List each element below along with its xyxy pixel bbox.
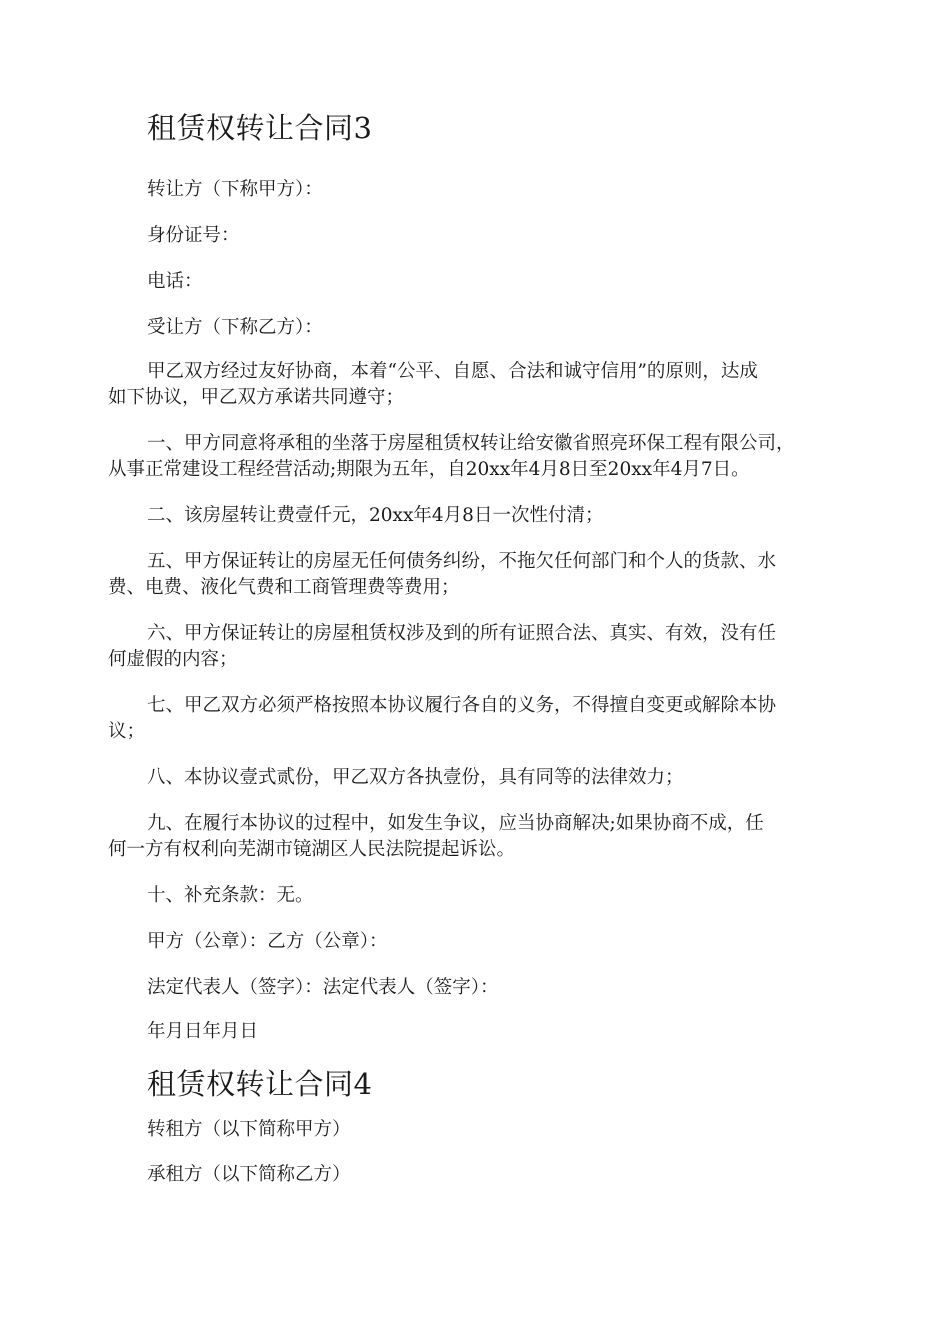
clause-9-line1: 九、在履行本协议的过程中，如发生争议，应当协商解决;如果协商不成，任 — [147, 813, 764, 834]
clause-1-line1: 一、甲方同意将承租的坐落于房屋租赁权转让给安徽省照亮环保工程有限公司， — [147, 433, 795, 454]
id-number-label: 身份证号： — [147, 225, 240, 246]
clause-1-line2: 从事正常建设工程经营活动;期限为五年，自20xx年4月8日至20xx年4月7日。 — [108, 459, 750, 480]
clause-9-line2: 何一方有权利向芜湖市镜湖区人民法院提起诉讼。 — [108, 839, 516, 860]
clause-6-line2: 何虚假的内容； — [108, 649, 238, 670]
transferor-label: 转让方（下称甲方）： — [147, 179, 323, 200]
phone-label: 电话： — [147, 271, 203, 292]
seal-line: 甲方（公章）：乙方（公章）： — [147, 931, 388, 952]
contract-4-title: 租赁权转让合同4 — [147, 1067, 373, 1101]
sublessor-label: 转租方（以下简称甲方） — [147, 1119, 351, 1140]
clause-8: 八、本协议壹式贰份，甲乙双方各执壹份，具有同等的法律效力； — [147, 767, 684, 788]
clause-5-line2: 费、电费、液化气费和工商管理费等费用； — [108, 577, 460, 598]
intro-paragraph-line2: 如下协议，甲乙双方承诺共同遵守； — [108, 387, 405, 408]
clause-2: 二、该房屋转让费壹仟元，20xx年4月8日一次性付清； — [147, 505, 604, 526]
transferee-label: 受让方（下称乙方）： — [147, 317, 323, 338]
clause-10: 十、补充条款：无。 — [147, 885, 314, 906]
lessee-label: 承租方（以下简称乙方） — [147, 1164, 351, 1185]
date-line: 年月日年月日 — [147, 1021, 259, 1042]
clause-7-line2: 议； — [108, 721, 146, 742]
clause-7-line1: 七、甲乙双方必须严格按照本协议履行各自的义务，不得擅自变更或解除本协 — [147, 695, 777, 716]
clause-6-line1: 六、甲方保证转让的房屋租赁权涉及到的所有证照合法、真实、有效，没有任 — [147, 623, 777, 644]
contract-3-title: 租赁权转让合同3 — [147, 111, 373, 145]
representative-signature-line: 法定代表人（签字）：法定代表人（签字）： — [147, 977, 499, 998]
clause-5-line1: 五、甲方保证转让的房屋无任何债务纠纷，不拖欠任何部门和个人的货款、水 — [147, 551, 777, 572]
intro-paragraph-line1: 甲乙双方经过友好协商，本着“公平、自愿、合法和诚守信用”的原则，达成 — [147, 361, 758, 382]
